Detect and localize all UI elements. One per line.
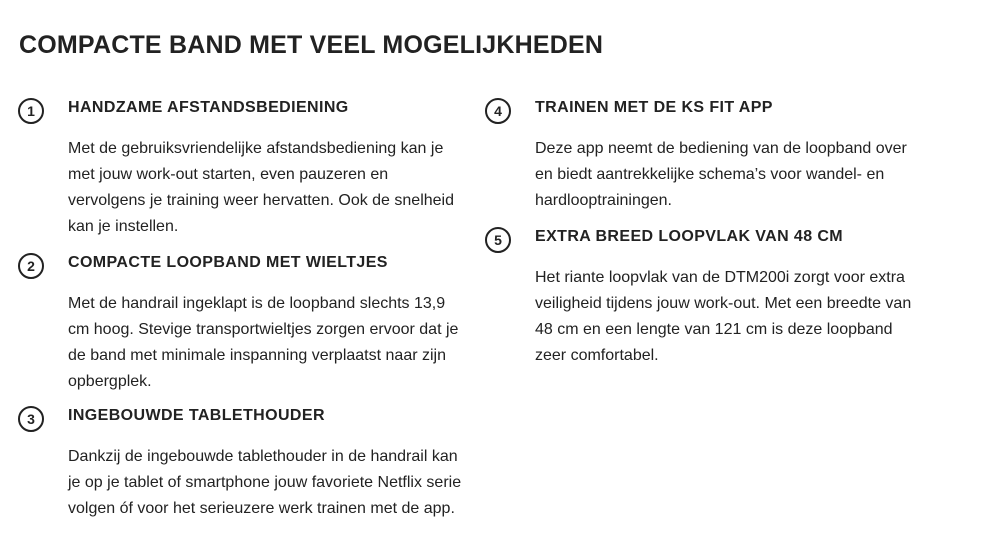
feature-number-badge: 5 bbox=[485, 227, 511, 253]
feature-item-tablet-holder bbox=[27, 406, 463, 522]
feature-item-remote-control bbox=[27, 98, 463, 240]
feature-title: INGEBOUWDE TABLETHOUDER bbox=[68, 407, 325, 424]
feature-title: COMPACTE LOOPBAND MET WIELTJES bbox=[68, 254, 388, 271]
page-title: COMPACTE BAND MET VEEL MOGELIJKHEDEN bbox=[19, 31, 604, 59]
feature-description: Deze app neemt de bediening van de loopband over en biedt aantrekkelijke schema’s voor wandel- en hardlooptrainingen. bbox=[535, 140, 907, 209]
feature-item-ks-fit-app bbox=[494, 98, 925, 214]
feature-item-wide-running-deck bbox=[494, 227, 925, 369]
feature-description: Dankzij de ingebouwde tablethouder in de handrail kan je op je tablet of smartphone jouw favoriete Netflix serie volgen óf voor het serieuzere werk trainen met de app. bbox=[68, 448, 462, 517]
feature-item-compact-wheels bbox=[27, 253, 463, 395]
feature-number-badge: 4 bbox=[485, 98, 511, 124]
feature-title: EXTRA BREED LOOPVLAK VAN 48 CM bbox=[535, 228, 844, 245]
feature-number-badge: 2 bbox=[18, 253, 44, 279]
feature-description: Met de gebruiksvriendelijke afstandsbediening kan je met jouw work-out starten, even pauzeren en vervolgens je training weer hervatten. Ook de snelheid kan je instellen. bbox=[68, 140, 454, 235]
feature-number-badge: 3 bbox=[18, 406, 44, 432]
feature-title: TRAINEN MET DE KS FIT APP bbox=[535, 99, 773, 116]
feature-description: Met de handrail ingeklapt is de loopband slechts 13,9 cm hoog. Stevige transportwieltjes zorgen ervoor dat je de band met minimale inspanning verplaatst naar zijn opbergplek. bbox=[68, 295, 459, 390]
feature-description: Het riante loopvlak van de DTM200i zorgt voor extra veiligheid tijdens jouw work-out. Met een breedte van 48 cm en een lengte van 121 cm is deze loopband zeer comfortabel. bbox=[535, 269, 912, 364]
feature-title: HANDZAME AFSTANDSBEDIENING bbox=[68, 99, 349, 116]
feature-number-badge: 1 bbox=[18, 98, 44, 124]
